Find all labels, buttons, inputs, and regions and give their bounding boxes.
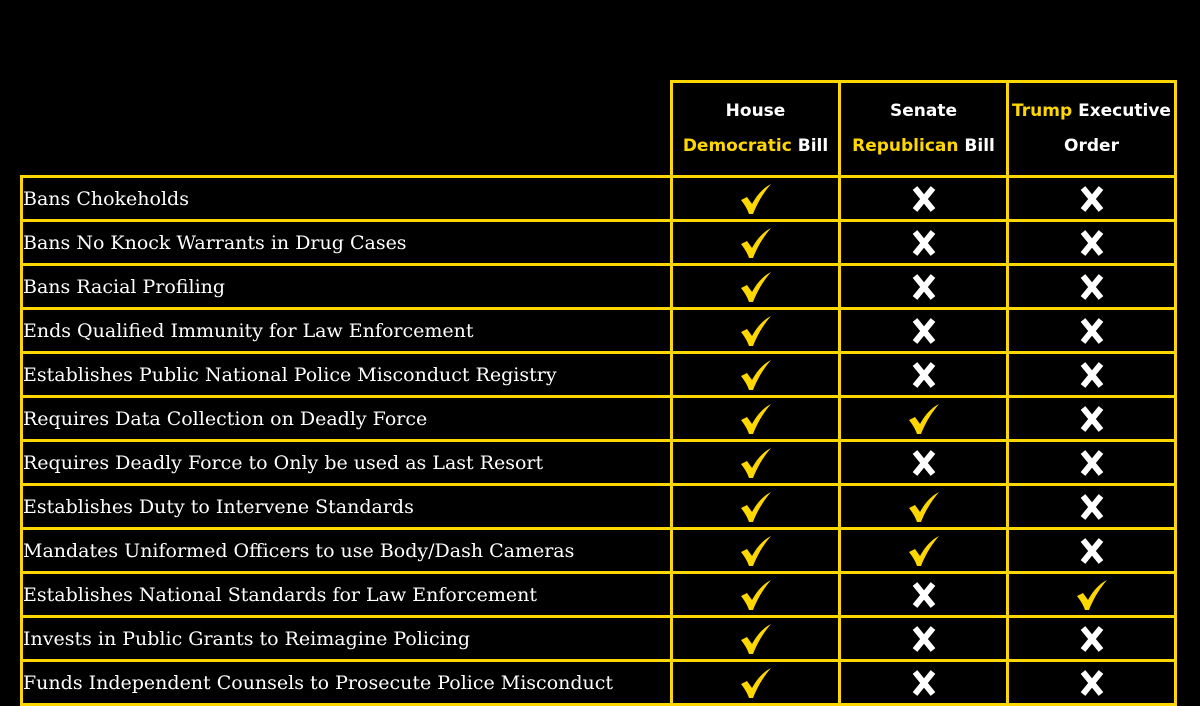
row-label: Requires Data Collection on Deadly Force (22, 397, 672, 441)
row-label: Bans No Knock Warrants in Drug Cases (22, 221, 672, 265)
x-mark (1079, 321, 1105, 338)
x-icon (911, 625, 937, 653)
table-row (22, 397, 1176, 441)
check-icon (739, 271, 773, 303)
cell-no (1008, 177, 1176, 221)
check-icon (739, 579, 773, 611)
check-mark (739, 321, 773, 338)
x-icon (911, 581, 937, 609)
cell-no (1008, 397, 1176, 441)
cell-no (840, 265, 1008, 309)
x-mark (1079, 365, 1105, 382)
x-icon (1079, 185, 1105, 213)
table-row (22, 441, 1176, 485)
cell-no (840, 221, 1008, 265)
cell-no (840, 353, 1008, 397)
x-icon (911, 185, 937, 213)
cell-no (840, 309, 1008, 353)
table-row (22, 265, 1176, 309)
table-row (22, 221, 1176, 265)
check-mark (739, 585, 773, 602)
x-icon (911, 229, 937, 257)
header-blank-cell (22, 82, 672, 177)
cell-yes (672, 353, 840, 397)
cell-no (840, 617, 1008, 661)
row-label: Invests in Public Grants to Reimagine Policing (22, 617, 672, 661)
x-icon (1079, 669, 1105, 697)
x-mark (1079, 629, 1105, 646)
check-icon (739, 667, 773, 699)
x-mark (911, 585, 937, 602)
cell-yes (840, 529, 1008, 573)
check-mark (739, 673, 773, 690)
column-header (672, 82, 840, 177)
check-mark (907, 409, 941, 426)
check-mark (1075, 585, 1109, 602)
check-icon (739, 447, 773, 479)
x-icon (1079, 625, 1105, 653)
row-label: Establishes National Standards for Law Enforcement (22, 573, 672, 617)
check-mark (739, 541, 773, 558)
cell-yes (840, 485, 1008, 529)
check-mark (907, 541, 941, 558)
x-icon (1079, 449, 1105, 477)
check-mark (907, 497, 941, 514)
x-icon (1079, 317, 1105, 345)
column-header-text: House (725, 101, 786, 121)
x-mark (911, 321, 937, 338)
x-mark (1079, 497, 1105, 514)
table-row (22, 309, 1176, 353)
column-header-text: Bill (791, 136, 829, 156)
x-icon (911, 669, 937, 697)
cell-no (1008, 529, 1176, 573)
check-icon (739, 183, 773, 215)
check-icon (907, 403, 941, 435)
table-row (22, 353, 1176, 397)
cell-no (1008, 265, 1176, 309)
table-row (22, 573, 1176, 617)
check-icon (739, 359, 773, 391)
check-icon (739, 491, 773, 523)
cell-no (1008, 617, 1176, 661)
row-label: Establishes Public National Police Misconduct Registry (22, 353, 672, 397)
row-label: Ends Qualified Immunity for Law Enforcement (22, 309, 672, 353)
check-mark (739, 365, 773, 382)
column-header-highlight: Trump (1012, 101, 1073, 121)
cell-no (840, 177, 1008, 221)
check-icon (739, 403, 773, 435)
comparison-table (20, 80, 1177, 706)
check-mark (739, 453, 773, 470)
cell-no (1008, 441, 1176, 485)
header-row (22, 82, 1176, 177)
cell-yes (672, 177, 840, 221)
check-icon (907, 535, 941, 567)
cell-yes (672, 265, 840, 309)
x-icon (1079, 537, 1105, 565)
x-icon (911, 317, 937, 345)
x-icon (1079, 493, 1105, 521)
x-mark (1079, 673, 1105, 690)
check-mark (739, 629, 773, 646)
row-label: Bans Racial Profiling (22, 265, 672, 309)
check-icon (1075, 579, 1109, 611)
cell-yes (672, 221, 840, 265)
table-row (22, 529, 1176, 573)
cell-no (1008, 221, 1176, 265)
cell-yes (1008, 573, 1176, 617)
table-row (22, 485, 1176, 529)
row-label: Requires Deadly Force to Only be used as Last Resort (22, 441, 672, 485)
cell-yes (672, 661, 840, 705)
cell-yes (672, 485, 840, 529)
x-mark (911, 277, 937, 294)
table-row (22, 177, 1176, 221)
row-label: Mandates Uniformed Officers to use Body/Dash Cameras (22, 529, 672, 573)
x-icon (1079, 229, 1105, 257)
x-mark (1079, 277, 1105, 294)
row-label: Bans Chokeholds (22, 177, 672, 221)
cell-no (1008, 485, 1176, 529)
cell-yes (840, 397, 1008, 441)
column-header (840, 82, 1008, 177)
x-mark (1079, 189, 1105, 206)
x-mark (1079, 409, 1105, 426)
column-header-text: Bill (958, 136, 995, 156)
cell-no (840, 661, 1008, 705)
column-header-text: Senate (889, 101, 957, 121)
check-mark (739, 189, 773, 206)
check-icon (739, 623, 773, 655)
x-mark (1079, 233, 1105, 250)
check-icon (739, 535, 773, 567)
x-icon (911, 361, 937, 389)
column-header-line (1009, 129, 1174, 164)
column-header-line (1009, 94, 1174, 129)
x-icon (1079, 361, 1105, 389)
x-mark (911, 629, 937, 646)
x-mark (911, 189, 937, 206)
x-mark (1079, 541, 1105, 558)
x-icon (1079, 405, 1105, 433)
cell-no (1008, 353, 1176, 397)
check-mark (739, 497, 773, 514)
cell-yes (672, 397, 840, 441)
cell-no (1008, 661, 1176, 705)
column-header-highlight: Democratic (682, 136, 792, 156)
x-mark (911, 233, 937, 250)
cell-yes (672, 529, 840, 573)
table-body (22, 177, 1176, 705)
column-header (1008, 82, 1176, 177)
column-header-line (841, 129, 1006, 164)
check-icon (907, 491, 941, 523)
x-mark (911, 453, 937, 470)
check-icon (739, 315, 773, 347)
column-header-highlight: Republican (852, 136, 959, 156)
cell-yes (672, 617, 840, 661)
column-header-line (841, 94, 1006, 129)
check-mark (739, 233, 773, 250)
cell-no (1008, 309, 1176, 353)
x-icon (1079, 273, 1105, 301)
table-row (22, 661, 1176, 705)
check-icon (739, 227, 773, 259)
column-header-line (673, 94, 838, 129)
x-mark (911, 365, 937, 382)
cell-yes (672, 309, 840, 353)
cell-no (840, 573, 1008, 617)
cell-yes (672, 441, 840, 485)
row-label: Establishes Duty to Intervene Standards (22, 485, 672, 529)
x-mark (1079, 453, 1105, 470)
row-label: Funds Independent Counsels to Prosecute Police Misconduct (22, 661, 672, 705)
cell-yes (672, 573, 840, 617)
cell-no (840, 441, 1008, 485)
check-mark (739, 277, 773, 294)
table-row (22, 617, 1176, 661)
column-header-text: Order (1064, 136, 1119, 156)
check-mark (739, 409, 773, 426)
column-header-line (673, 129, 838, 164)
x-icon (911, 449, 937, 477)
column-header-text: Executive (1072, 101, 1171, 121)
x-mark (911, 673, 937, 690)
x-icon (911, 273, 937, 301)
